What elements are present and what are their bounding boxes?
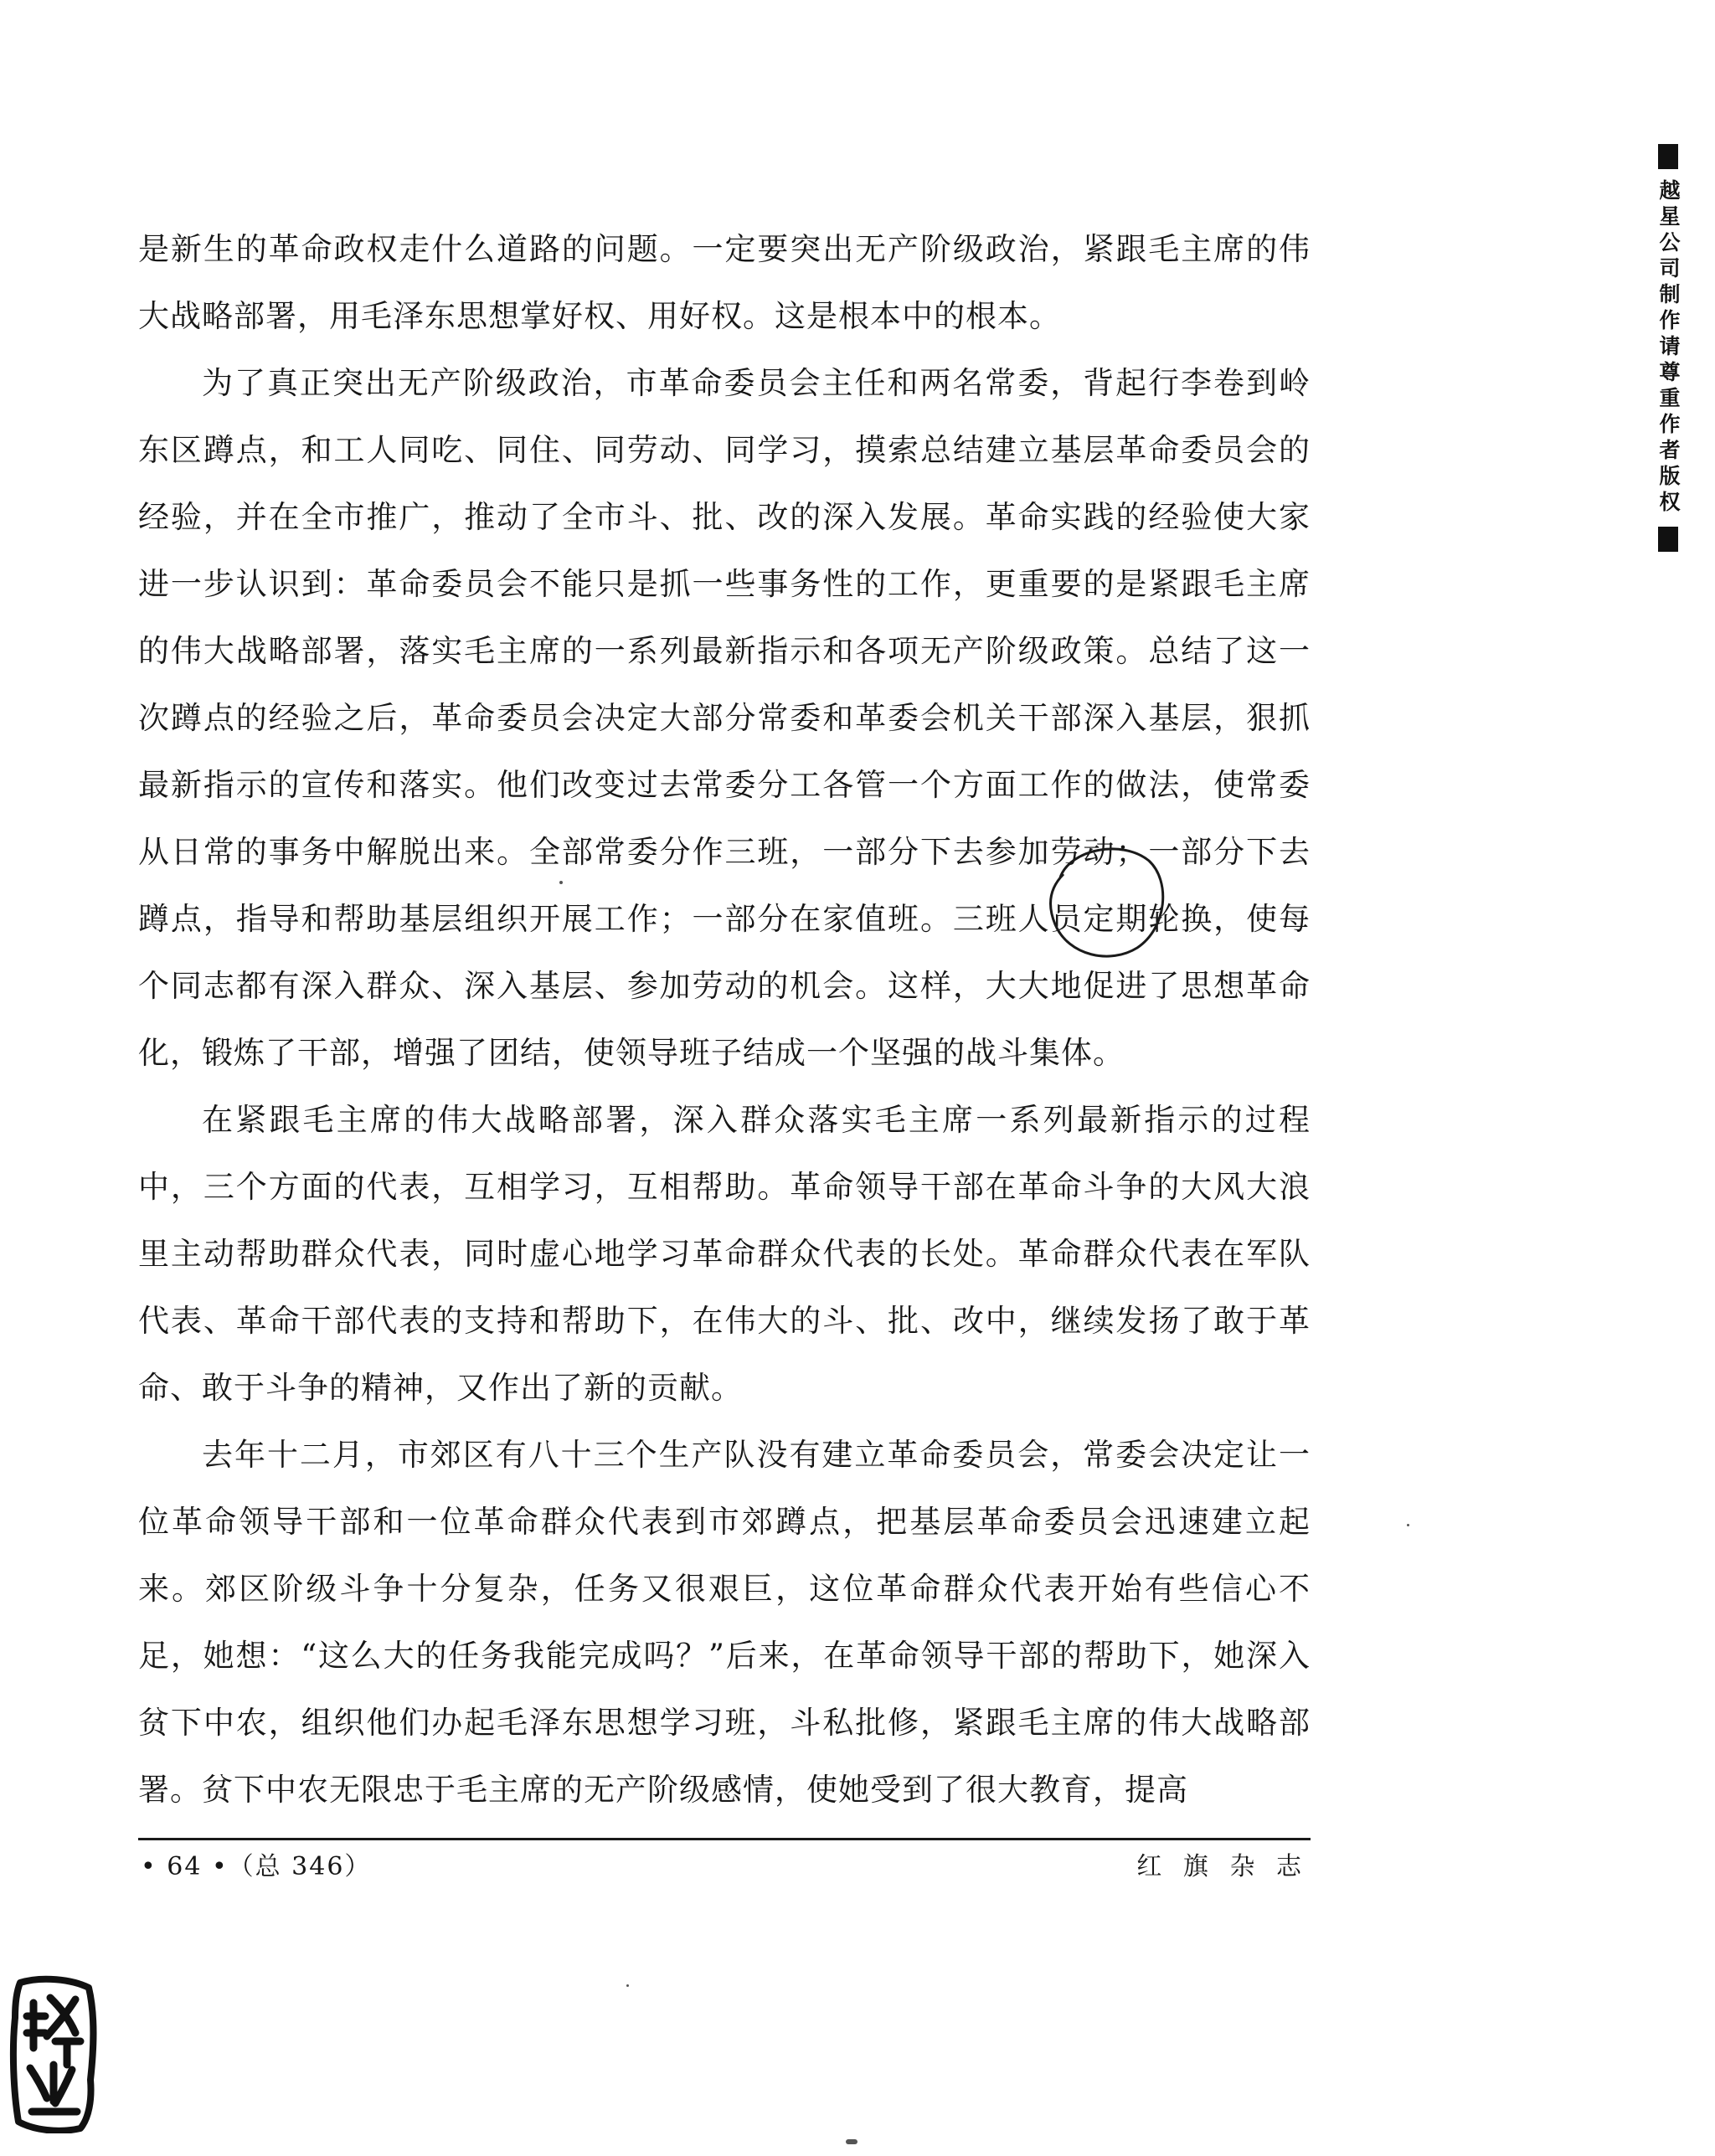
journal-name: 红 旗 杂 志 — [1136, 1852, 1308, 1881]
paragraph-3: 在紧跟毛主席的伟大战略部署，深入群众落实毛主席一系列最新指示的过程中，三个方面的代表，互相学习，互相帮助。革命领导干部在革命斗争的大风大浪里主动帮助群众代表，同时虚心地学习革命群众代表的长处。革命群众代表在军队代表、革命干部代表的支持和帮助下，在伟大的斗、批、改中，继续发扬了敢于革命、敢于斗争的精神，又作出了新的贡献。 — [138, 1102, 1311, 1406]
page-number: • 64 •（总 346） — [141, 1852, 372, 1881]
paragraph-2: 为了真正突出无产阶级政治，市革命委员会主任和两名常委，背起行李卷到岭东区蹲点，和工人同吃、同住、同劳动、同学习，摸索总结建立基层革命委员会的经验，并在全市推广，推动了全市斗、批、改的深入发展。革命实践的经验使大家进一步认识到：革命委员会不能只是抓一些事务性的工作，更重要的是紧跟毛主席的伟大战略部署，落实毛主席的一系列最新指示和各项无产阶级政策。总结了这一次蹲点的经验之后，革命委员会决定大部分常委和革委会机关干部深入基层，狠抓最新指示的宣传和落实。他们改变过去常委分工各管一个方面工作的做法，使常委从日常的事务中解脱出来。全部常委分作三班，一部分下去参加劳动；一部分下去蹲点，指导和帮助基层组织开展工作；一部分在家值班。三班人员定期轮换，使每个同志都有深入群众、深入基层、参加劳动的机会。这样，大大地促进了思想革命化，锻炼了干部，增强了团结，使领导班子结成一个坚强的战斗集体。 — [138, 365, 1311, 1071]
side-notice-text: 越星公司制作请尊重作者版权 — [1656, 179, 1681, 517]
scan-speck — [559, 881, 563, 884]
scan-speck — [846, 2139, 858, 2144]
seal-stamp-icon — [8, 1974, 99, 2133]
paragraph-1: 是新生的革命政权走什么道路的问题。一定要突出无产阶级政治，紧跟毛主席的伟大战略部署，用毛泽东思想掌好权、用好权。这是根本中的根本。 — [138, 231, 1311, 334]
side-bar-bottom — [1658, 527, 1678, 552]
footer-rule — [138, 1838, 1311, 1840]
paragraph-4: 去年十二月，市郊区有八十三个生产队没有建立革命委员会，常委会决定让一位革命领导干部和一位革命群众代表到市郊蹲点，把基层革命委员会迅速建立起来。郊区阶级斗争十分复杂，任务又很艰巨，这位革命群众代表开始有些信心不足，她想：“这么大的任务我能完成吗？”后来，在革命领导干部的帮助下，她深入贫下中农，组织他们办起毛泽东思想学习班，斗私批修，紧跟毛主席的伟大战略部署。贫下中农无限忠于毛主席的无产阶级感情，使她受到了很大教育，提高 — [138, 1437, 1311, 1808]
page-body — [138, 216, 1311, 1824]
scan-speck — [626, 1984, 629, 1987]
handwritten-circle-mark — [1045, 837, 1171, 963]
side-bar-top — [1658, 144, 1678, 169]
copyright-side-notice — [1654, 144, 1682, 552]
scan-speck — [1407, 1524, 1409, 1526]
